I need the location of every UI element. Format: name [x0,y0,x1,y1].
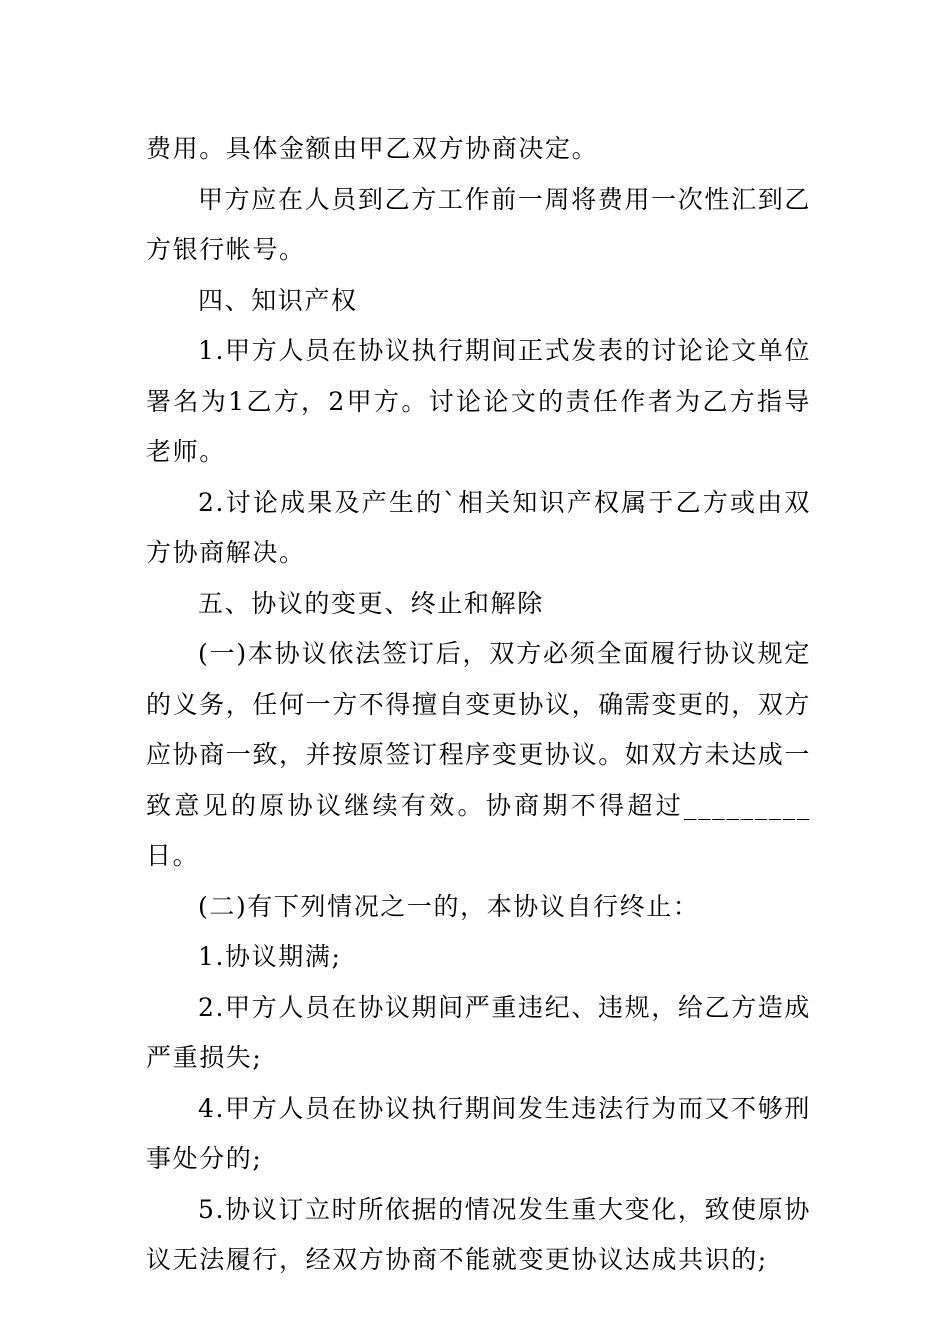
document-body [146,124,811,1286]
section-heading-ip: 四、知识产权 [198,285,358,315]
paragraph-payment: 甲方应在人员到乙方工作前一周将费用一次性汇到乙方银行帐号。 [146,184,811,264]
list-item-termination-1: 1.协议期满; [198,942,342,971]
paragraph-changes-1: (一)本协议依法签订后，双方必须全面履行协议规定的义务，任何一方不得擅自变更协议，确需变更的，双方应协商一致，并按原签订程序变更协议。如双方未达成一致意见的原协议继续有效。协商期不得超过_________日。 [146,639,812,870]
paragraph-ip-1: 1.甲方人员在协议执行期间正式发表的讨论论文单位署名为1乙方，2甲方。讨论论文的责任作者为乙方指导老师。 [146,336,811,466]
paragraph-ip-2: 2.讨论成果及产生的`相关知识产权属于乙方或由双方协商解决。 [146,487,811,567]
paragraph-fee-continuation: 费用。具体金额由甲乙双方协商决定。 [146,134,599,163]
paragraph-changes-2: (二)有下列情况之一的，本协议自行终止： [198,891,700,921]
list-item-termination-5: 5.协议订立时所依据的情况发生重大变化，致使原协议无法履行，经双方协商不能就变更协议达成共识的; [146,1194,811,1274]
section-heading-changes: 五、协议的变更、终止和解除 [198,588,544,618]
list-item-termination-4: 4.甲方人员在协议执行期间发生违法行为而又不够刑事处分的; [146,1093,811,1173]
list-item-termination-2: 2.甲方人员在协议期间严重违纪、违规，给乙方造成严重损失; [146,992,811,1072]
